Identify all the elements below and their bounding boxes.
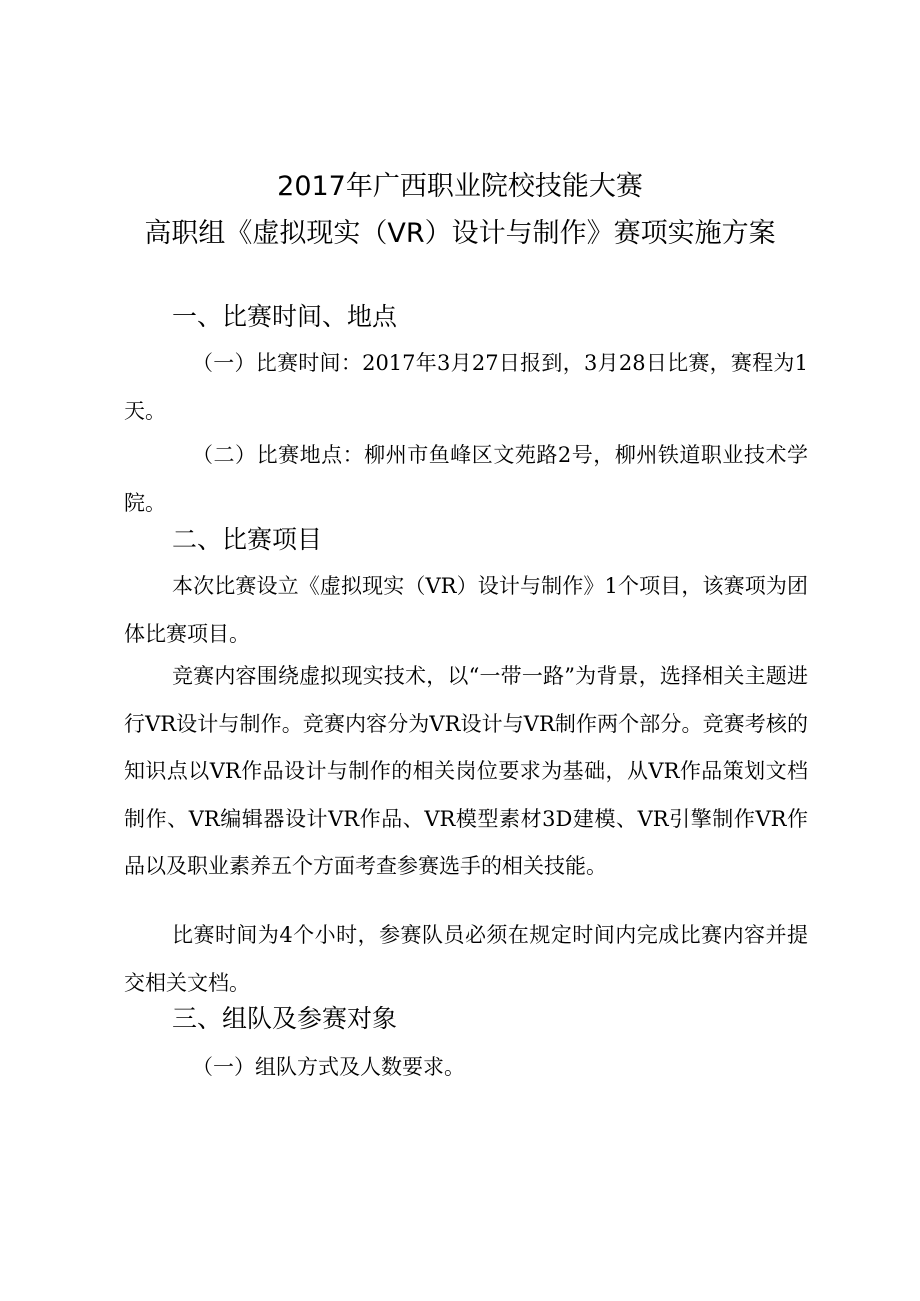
document-title-line-2: 高职组《虚拟现实（VR）设计与制作》赛项实施方案	[144, 218, 776, 249]
section-heading-2: 二、比赛项目	[172, 525, 323, 554]
paragraph-project-setup: 本次比赛设立《虚拟现实（VR）设计与制作》1个项目，该赛项为团体比赛项目。	[124, 574, 808, 646]
section-heading-1: 一、比赛时间、地点	[172, 302, 398, 331]
paragraph-competition-time: （一）比赛时间：2017年3月27日报到，3月28日比赛，赛程为1天。	[124, 351, 808, 423]
paragraph-competition-location: （二）比赛地点：柳州市鱼峰区文苑路2号，柳州铁道职业技术学院。	[124, 443, 808, 515]
document-title-line-1: 2017年广西职业院校技能大赛	[277, 171, 643, 202]
paragraph-team-formation: （一）组队方式及人数要求。	[192, 1055, 465, 1079]
section-heading-3: 三、组队及参赛对象	[172, 1004, 398, 1033]
paragraph-competition-duration: 比赛时间为4个小时，参赛队员必须在规定时间内完成比赛内容并提交相关文档。	[124, 923, 808, 995]
paragraph-competition-content: 竞赛内容围绕虚拟现实技术，以“一带一路”为背景，选择相关主题进行VR设计与制作。竞赛内容分为VR设计与VR制作两个部分。竞赛考核的知识点以VR作品设计与制作的相关岗位要求为基础，从VR作品策划文档制作、VR编辑器设计VR作品、VR模型素材3D建模、VR引擎制作VR作品以及职业素养五个方面考查参赛选手的相关技能。	[124, 664, 808, 878]
